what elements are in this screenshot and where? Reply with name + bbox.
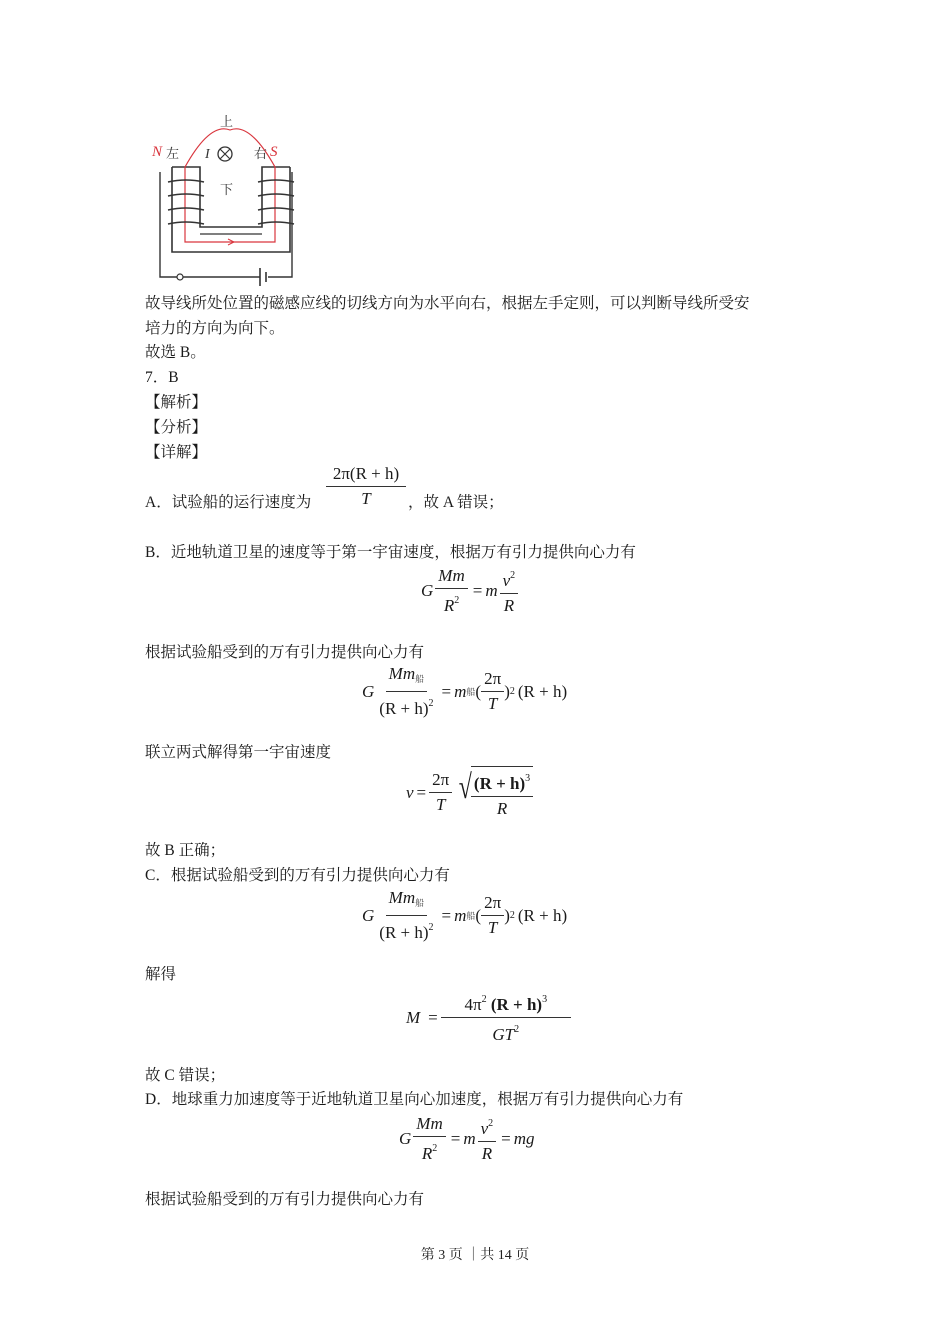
label-down: 下 — [220, 182, 234, 197]
option-c-solve: 解得 — [145, 966, 177, 983]
numerator: Mm — [435, 566, 467, 589]
square-root: √ $\frac{(R + h)^3}{R}$ — [456, 766, 533, 819]
formula-ship-gravity: G $\frac{Mm_船}{(R + h)^2}$ = m 船 ( $\frac{2\pi}{T}$ ) 2 (R + h) — [362, 664, 568, 718]
symbol-G: G — [362, 905, 375, 925]
label-current: I — [205, 147, 210, 162]
label-left: 左 — [166, 146, 180, 161]
equals: = — [472, 581, 483, 600]
label-up: 上 — [220, 114, 234, 129]
electromagnet-diagram — [150, 112, 300, 292]
radical-icon: √ — [459, 769, 473, 806]
label-right: 右 — [254, 146, 268, 161]
section-heading-jiexi: 【解析】 — [145, 394, 208, 411]
section-heading-xiangjie: 【详解】 — [145, 444, 208, 461]
paragraph-line: 培力的方向为向下。 — [145, 320, 285, 337]
formula-first-cosmic-velocity: v = $\frac{2\pi}{T}$ √ $\frac{(R + h)^3}{R}$ — [406, 766, 533, 819]
formula-speed — [326, 464, 406, 509]
option-b-text3: 联立两式解得第一宇宙速度 — [145, 744, 332, 761]
speed-numerator: 2π(R + h) — [332, 464, 400, 483]
paragraph-line: 故导线所处位置的磁感应线的切线方向为水平向右，根据左手定则，可以判断导线所受安 — [145, 295, 750, 312]
option-c-text: C．根据试验船受到的万有引力提供向心力有 — [145, 867, 450, 884]
question-number: 7．B — [145, 369, 179, 386]
equals: = — [441, 681, 452, 701]
option-a-prefix: A．试验船的运行速度为 — [145, 494, 312, 511]
option-b-correct: 故 B 正确； — [145, 842, 226, 859]
answer-text: 故选 B。 — [145, 344, 206, 361]
option-d-text2: 根据试验船受到的万有引力提供向心力有 — [145, 1191, 425, 1208]
section-heading-fenxi: 【分析】 — [145, 419, 208, 436]
page-footer: 第 3 页 ｜共 14 页 — [420, 1248, 530, 1263]
symbol-m: m — [485, 581, 498, 600]
speed-denominator: T — [361, 489, 371, 508]
symbol-G: G — [362, 681, 375, 701]
formula-earth-mass: M = $\frac{4\pi^2 (R + h)^3}{GT^2}$ — [406, 990, 571, 1045]
symbol-v: v — [406, 782, 414, 802]
symbol-G: G — [399, 1129, 412, 1148]
label-north: N — [152, 144, 163, 160]
formula-gravity-acceleration: G $\frac{Mm}{R^2}$ = m $\frac{v^2}{R}$ = mg — [399, 1114, 535, 1163]
label-south: S — [270, 144, 278, 160]
formula-ship-gravity-c: G $\frac{Mm_船}{(R + h)^2}$ = m 船 ( $\frac{2\pi}{T}$ ) 2 (R + h) — [362, 888, 568, 942]
option-c-wrong: 故 C 错误； — [145, 1067, 226, 1084]
option-a-suffix: ，故 A 错误； — [408, 494, 504, 511]
electromagnet-figure — [150, 112, 300, 287]
option-b-text: B．近地轨道卫星的速度等于第一宇宙速度，根据万有引力提供向心力有 — [145, 544, 636, 561]
option-b-text2: 根据试验船受到的万有引力提供向心力有 — [145, 644, 425, 661]
formula-gravity-centripetal: G $\frac{Mm}{R^2}$ = m $\frac{v^2}{R}$ — [421, 566, 520, 616]
symbol-G: G — [421, 581, 434, 600]
denominator: $R^2$ — [443, 595, 460, 615]
option-d-text: D．地球重力加速度等于近地轨道卫星向心加速度，根据万有引力提供向心力有 — [145, 1091, 684, 1108]
symbol-M: M — [406, 1007, 421, 1027]
